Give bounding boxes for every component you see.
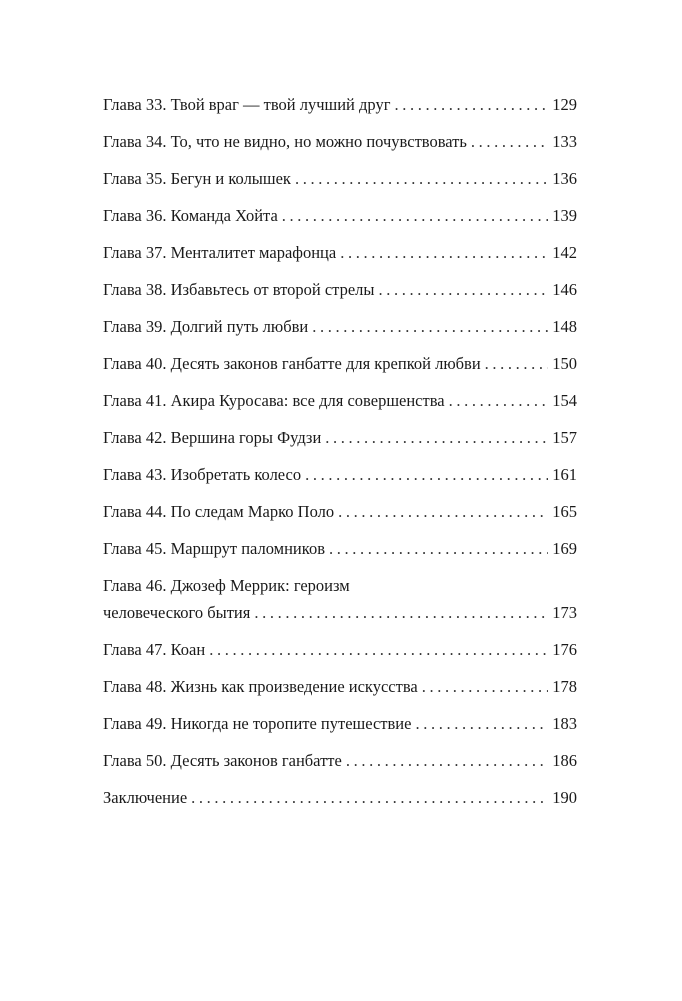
toc-entry-page: 154 [552, 391, 577, 410]
toc-entry [103, 464, 577, 486]
toc-entry-title: Глава 39. Долгий путь любви [103, 317, 309, 336]
toc-entry-title-line1: Глава 46. Джозеф Меррик: героизм [103, 576, 350, 595]
toc-entry [103, 242, 577, 264]
dot-leader [378, 279, 548, 301]
toc-entry [103, 750, 577, 772]
toc-entry-page: 176 [552, 640, 577, 659]
toc-entry [103, 131, 577, 153]
toc-entry-title: человеческого бытия [103, 603, 251, 622]
toc-entry-title: Глава 49. Никогда не торопите путешествие [103, 714, 412, 733]
toc-entry [103, 279, 577, 301]
dot-leader [312, 316, 548, 338]
table-of-contents [103, 94, 577, 824]
dot-leader [254, 602, 548, 624]
dot-leader [329, 538, 548, 560]
toc-entry [103, 575, 577, 624]
toc-entry-page: 165 [552, 502, 577, 521]
toc-entry-page: 173 [552, 603, 577, 622]
dot-leader [415, 713, 548, 735]
toc-entry [103, 316, 577, 338]
toc-entry [103, 168, 577, 190]
dot-leader [282, 205, 548, 227]
toc-entry-page: 129 [552, 95, 577, 114]
dot-leader [422, 676, 549, 698]
toc-entry-page: 178 [552, 677, 577, 696]
toc-entry [103, 538, 577, 560]
toc-entry [103, 639, 577, 661]
toc-entry-page: 150 [552, 354, 577, 373]
dot-leader [485, 353, 549, 375]
toc-entry-page: 169 [552, 539, 577, 558]
dot-leader [295, 168, 548, 190]
toc-entry-title: Глава 43. Изобретать колесо [103, 465, 302, 484]
toc-entry [103, 713, 577, 735]
toc-entry-title: Глава 37. Менталитет марафонца [103, 243, 337, 262]
toc-entry [103, 390, 577, 412]
toc-entry-page: 190 [552, 788, 577, 807]
dot-leader [394, 94, 548, 116]
toc-entry-page: 142 [552, 243, 577, 262]
toc-entry-title: Глава 36. Команда Хойта [103, 206, 278, 225]
toc-entry [103, 676, 577, 698]
dot-leader [449, 390, 549, 412]
dot-leader [325, 427, 548, 449]
toc-entry-title: Глава 41. Акира Куросава: все для совершенства [103, 391, 445, 410]
toc-entry-title: Глава 47. Коан [103, 640, 206, 659]
toc-entry-title: Глава 40. Десять законов ганбатте для крепкой любви [103, 354, 481, 373]
toc-entry [103, 205, 577, 227]
toc-entry-title: Глава 48. Жизнь как произведение искусства [103, 677, 418, 696]
toc-entry-title: Глава 42. Вершина горы Фудзи [103, 428, 322, 447]
dot-leader [338, 501, 548, 523]
toc-entry-page: 186 [552, 751, 577, 770]
toc-entry [103, 353, 577, 375]
toc-entry-page: 157 [552, 428, 577, 447]
toc-entry-title: Глава 34. То, что не видно, но можно почувствовать [103, 132, 467, 151]
dot-leader [305, 464, 548, 486]
toc-entry [103, 787, 577, 809]
dot-leader [209, 639, 548, 661]
toc-entry-title: Глава 35. Бегун и колышек [103, 169, 291, 188]
toc-entry-title: Глава 45. Маршрут паломников [103, 539, 325, 558]
toc-entry-title: Заключение [103, 788, 188, 807]
toc-entry [103, 94, 577, 116]
dot-leader [340, 242, 548, 264]
toc-entry-page: 139 [552, 206, 577, 225]
toc-entry-title: Глава 50. Десять законов ганбатте [103, 751, 342, 770]
toc-entry [103, 501, 577, 523]
toc-entry-page: 133 [552, 132, 577, 151]
toc-entry-title: Глава 33. Твой враг — твой лучший друг [103, 95, 391, 114]
toc-entry-page: 161 [552, 465, 577, 484]
toc-entry-page: 146 [552, 280, 577, 299]
dot-leader [471, 131, 548, 153]
toc-entry-title: Глава 44. По следам Марко Поло [103, 502, 335, 521]
toc-entry-page: 148 [552, 317, 577, 336]
dot-leader [346, 750, 548, 772]
toc-entry-page: 136 [552, 169, 577, 188]
toc-entry [103, 427, 577, 449]
toc-entry-page: 183 [552, 714, 577, 733]
dot-leader [191, 787, 548, 809]
toc-entry-title: Глава 38. Избавьтесь от второй стрелы [103, 280, 375, 299]
